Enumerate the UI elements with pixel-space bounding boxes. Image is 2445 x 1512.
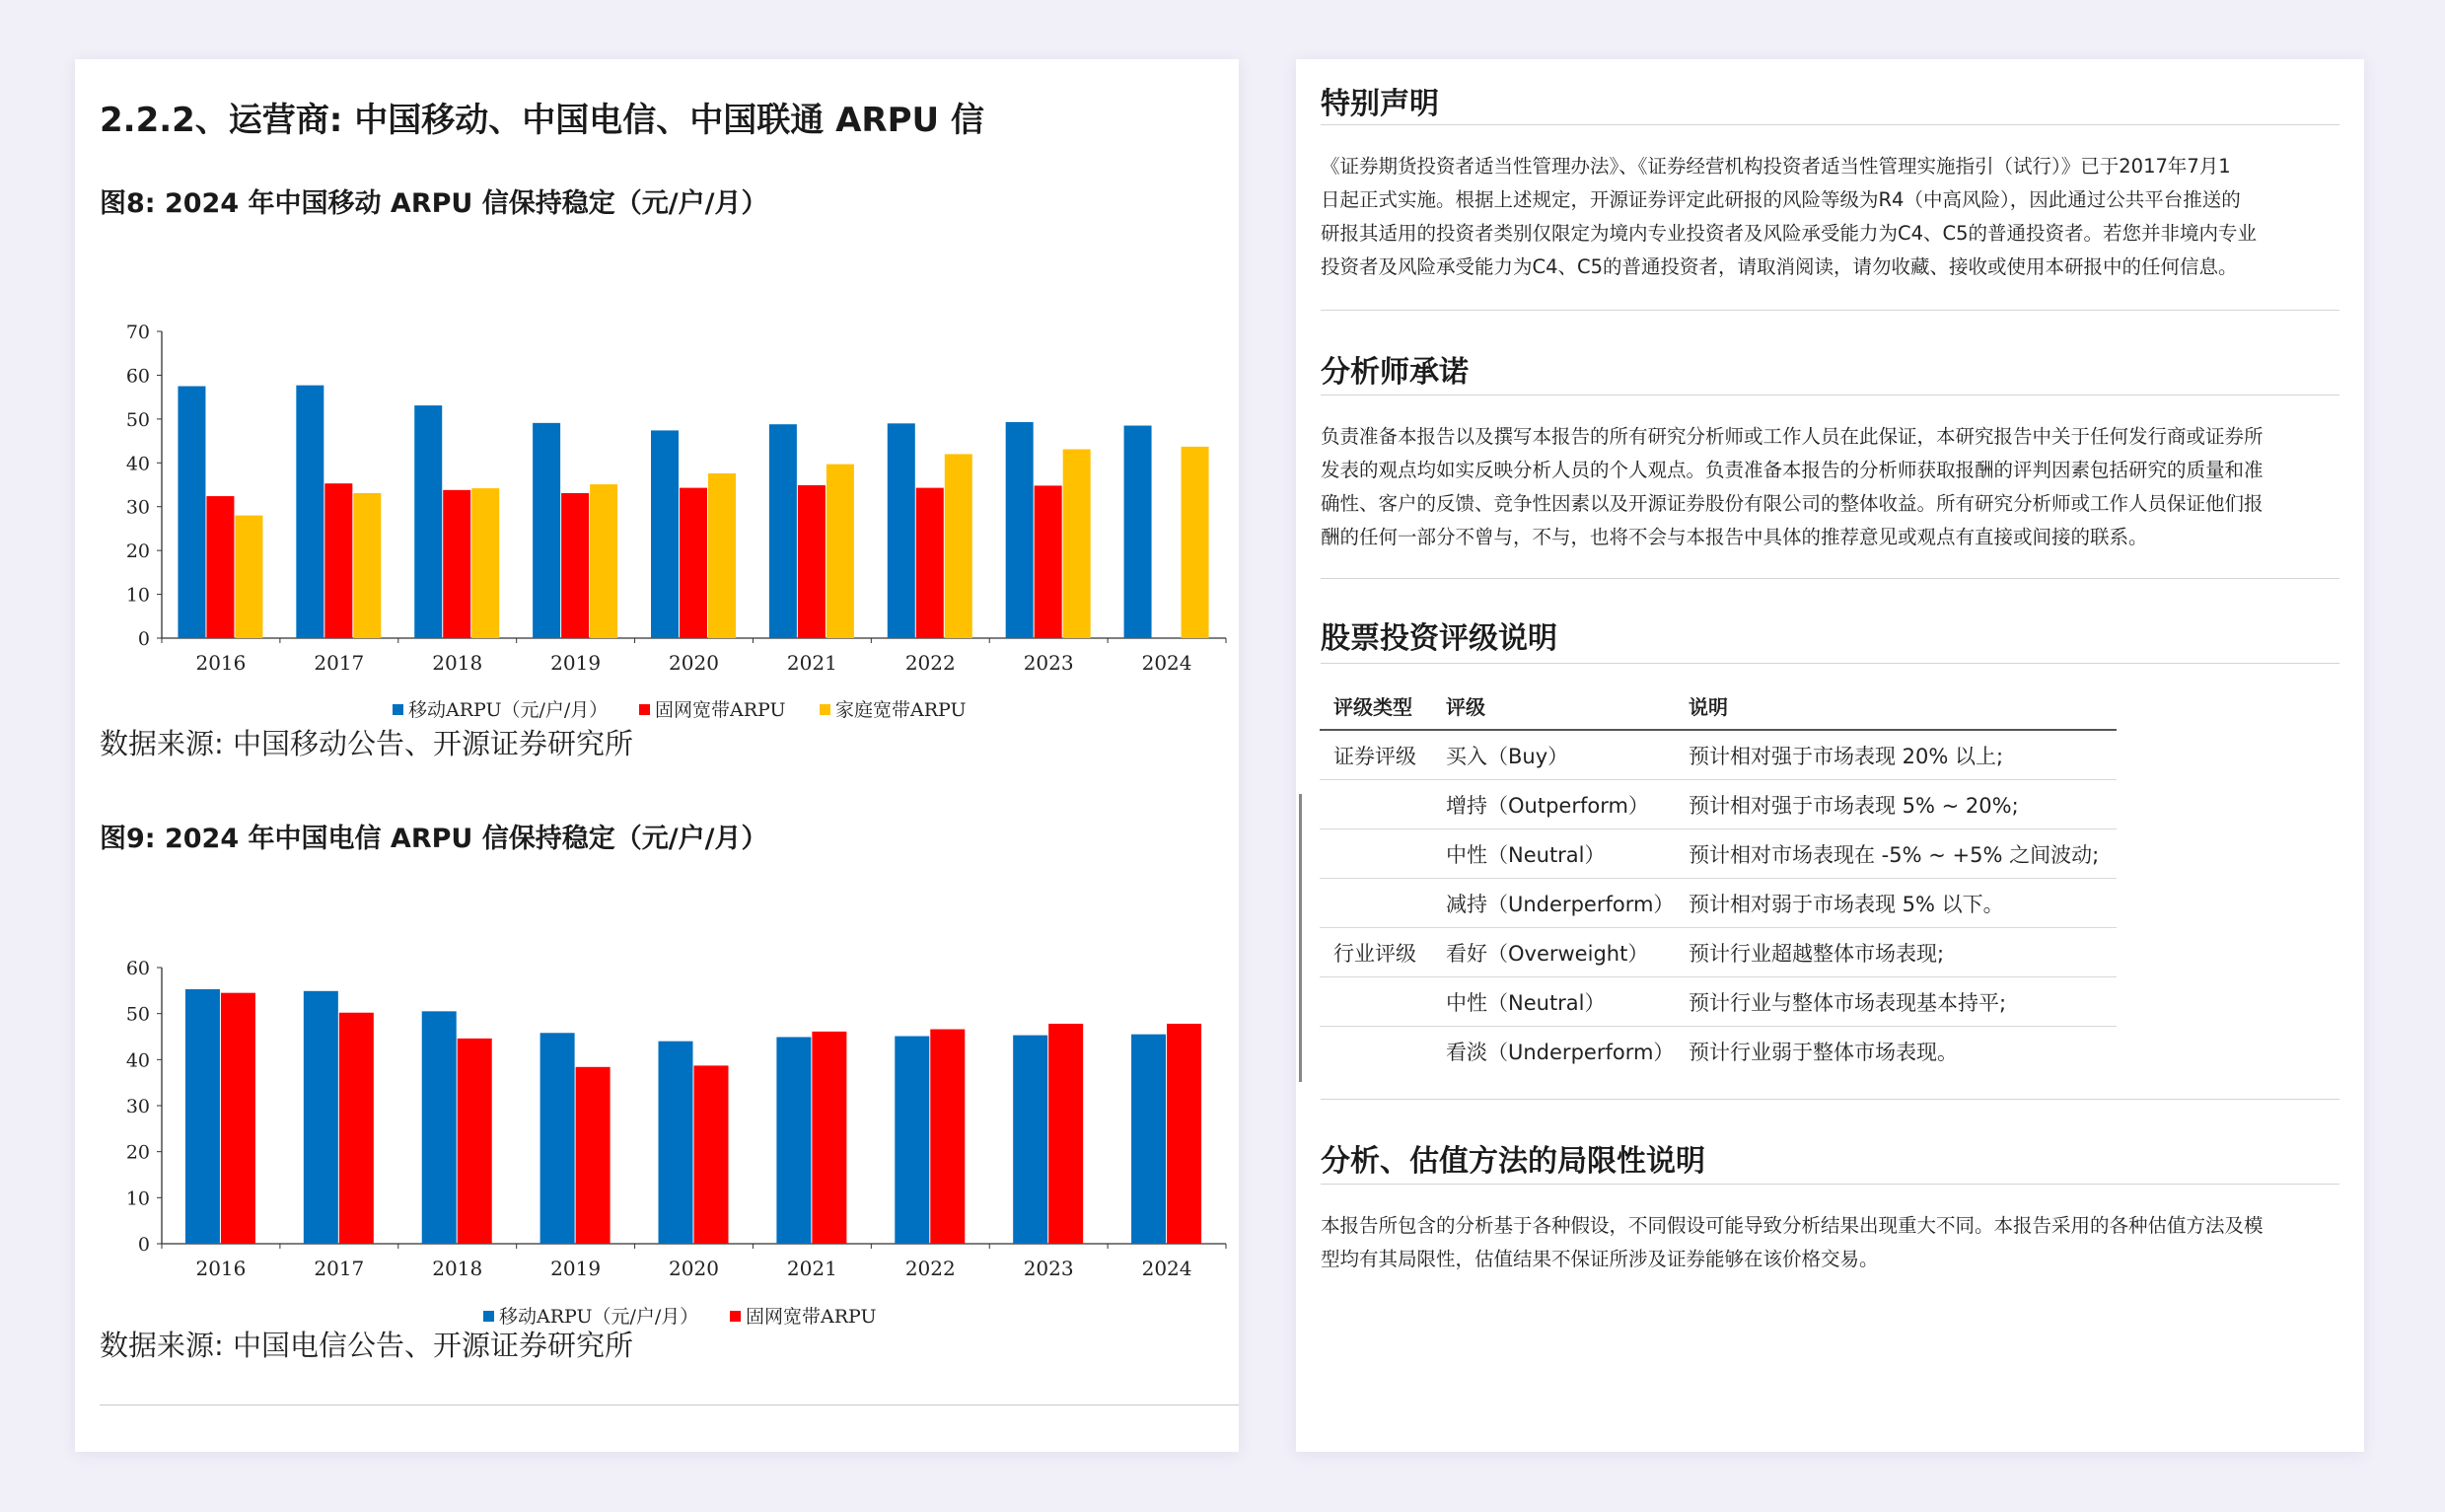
special-statement-text: 《证券期货投资者适当性管理办法》、《证券经营机构投资者适当性管理实施指引（试行）》已于2017年7月1 日起正式实施。根据上述规定，开源证券评定此研报的风险等级为R4（中高风险），因此通过公共平台推送的 研报其适用的投资者类别仅限定为境内专业投资者及风险承受能力为C4、C5的普通投资者。若您并非境内专业 投资者及风险承受能力为C4、C5的普通投资者，请取消阅读，请勿收藏、接收或使用本研报中的任何信息。 xyxy=(1321,155,2258,278)
bar-2021-s0 xyxy=(776,1037,811,1244)
legend-label: 移动ARPU（元/户/月） xyxy=(408,699,609,721)
bar-2019-s0 xyxy=(533,423,560,638)
bar-2018-s0 xyxy=(414,405,442,638)
x-tick-label: 2023 xyxy=(1023,1257,1074,1280)
bar-2019-s1 xyxy=(561,493,589,638)
figure9-title: 图9: 2024 年中国电信 ARPU 信保持稳定（元/户/月） xyxy=(100,824,768,854)
y-tick-label: 60 xyxy=(125,958,150,979)
legend-label: 固网宽带ARPU xyxy=(655,699,786,721)
y-tick-label: 20 xyxy=(125,540,150,563)
bar-2020-s2 xyxy=(708,473,736,638)
bar-2022-s0 xyxy=(895,1037,929,1244)
x-tick-label: 2023 xyxy=(1023,651,1074,675)
bar-2021-s2 xyxy=(827,465,854,638)
x-tick-label: 2024 xyxy=(1141,651,1192,675)
bar-2020-s0 xyxy=(659,1042,693,1244)
header-rating-type: 评级类型 xyxy=(1320,683,1432,730)
bar-2023-s1 xyxy=(1048,1024,1083,1244)
bar-2022-s1 xyxy=(916,488,944,638)
table-row: 中性（Neutral） 预计相对市场表现在 -5% ~ +5% 之间波动; xyxy=(1320,829,2117,879)
bar-2024-s1 xyxy=(1167,1024,1201,1244)
special-statement-title: 特别声明 xyxy=(1321,87,1439,121)
x-tick-label: 2022 xyxy=(904,651,956,675)
table-row: 行业评级 看好（Overweight） 预计行业超越整体市场表现; xyxy=(1320,928,2117,977)
bar-2022-s2 xyxy=(945,454,972,638)
bar-2016-s0 xyxy=(185,989,220,1244)
bar-2022-s1 xyxy=(930,1030,965,1244)
x-tick-label: 2019 xyxy=(550,651,602,675)
x-tick-label: 2019 xyxy=(550,1257,602,1280)
bar-2017-s0 xyxy=(296,386,324,638)
bar-2022-s0 xyxy=(888,423,915,638)
header-rating: 评级 xyxy=(1432,683,1675,730)
chart-china-mobile-arpu xyxy=(75,247,1239,769)
bar-2017-s1 xyxy=(339,1013,374,1244)
y-tick-label: 70 xyxy=(125,322,150,343)
table-row: 减持（Underperform） 预计相对弱于市场表现 5% 以下。 xyxy=(1320,879,2117,928)
report-page-left xyxy=(75,59,1239,1452)
x-tick-label: 2022 xyxy=(904,1257,956,1280)
divider xyxy=(1321,124,2339,125)
divider xyxy=(1321,1184,2339,1185)
figure8-title: 图8: 2024 年中国移动 ARPU 信保持稳定（元/户/月） xyxy=(100,188,768,219)
page-bottom-rule xyxy=(100,1404,1239,1405)
bar-2018-s2 xyxy=(471,488,499,638)
legend-label: 固网宽带ARPU xyxy=(746,1306,877,1328)
bar-2018-s1 xyxy=(458,1039,492,1244)
legend-swatch xyxy=(639,704,650,715)
x-tick-label: 2018 xyxy=(432,651,483,675)
x-tick-label: 2024 xyxy=(1141,1257,1192,1280)
table-row: 中性（Neutral） 预计行业与整体市场表现基本持平; xyxy=(1320,977,2117,1027)
x-tick-label: 2020 xyxy=(669,651,719,675)
legend-swatch xyxy=(820,704,830,715)
limitations-text: 本报告所包含的分析基于各种假设，不同假设可能导致分析结果出现重大不同。本报告采用的各种估值方法及模 型均有其局限性，估值结果不保证所涉及证券能够在该价格交易。 xyxy=(1321,1214,2264,1270)
bar-2018-s1 xyxy=(443,490,470,638)
figure9-source: 数据来源: 中国电信公告、开源证券研究所 xyxy=(100,1329,633,1362)
scroll-indicator[interactable] xyxy=(1299,794,1302,1082)
legend-swatch xyxy=(393,704,403,715)
divider xyxy=(1321,1099,2339,1100)
rating-title: 股票投资评级说明 xyxy=(1321,621,1557,656)
bar-2024-s0 xyxy=(1131,1035,1166,1244)
bar-2024-s2 xyxy=(1182,447,1209,638)
header-description: 说明 xyxy=(1675,683,2117,730)
x-tick-label: 2017 xyxy=(314,651,365,675)
divider xyxy=(1321,310,2339,311)
limitations-title: 分析、估值方法的局限性说明 xyxy=(1321,1144,1705,1179)
y-tick-label: 30 xyxy=(125,496,150,519)
divider xyxy=(1321,395,2339,396)
bar-2023-s0 xyxy=(1006,422,1034,638)
bar-2024-s0 xyxy=(1124,426,1152,638)
figure8-source: 数据来源: 中国移动公告、开源证券研究所 xyxy=(100,727,633,760)
x-tick-label: 2016 xyxy=(195,1257,247,1280)
table-row: 看淡（Underperform） 预计行业弱于整体市场表现。 xyxy=(1446,1040,1958,1064)
y-tick-label: 40 xyxy=(125,1049,150,1072)
y-tick-label: 0 xyxy=(137,1234,150,1256)
legend-label: 家庭宽带ARPU xyxy=(835,699,967,721)
rating-table-header xyxy=(1320,683,2117,730)
bar-2016-s2 xyxy=(235,516,262,638)
y-tick-label: 30 xyxy=(125,1096,150,1117)
bar-2018-s0 xyxy=(422,1011,457,1244)
bar-2016-s0 xyxy=(178,387,205,638)
chart-china-telecom-arpu xyxy=(75,886,1239,1349)
legend-label: 移动ARPU（元/户/月） xyxy=(499,1306,699,1328)
x-tick-label: 2020 xyxy=(669,1257,719,1280)
bar-2020-s1 xyxy=(694,1065,729,1244)
x-tick-label: 2017 xyxy=(314,1257,365,1280)
x-tick-label: 2021 xyxy=(786,1257,837,1280)
bar-2023-s0 xyxy=(1013,1036,1047,1244)
divider xyxy=(1321,663,2339,664)
legend-swatch xyxy=(483,1311,494,1322)
y-tick-label: 10 xyxy=(125,584,150,607)
bar-2021-s0 xyxy=(769,424,797,638)
bar-2023-s2 xyxy=(1063,450,1091,638)
bar-2019-s0 xyxy=(540,1033,575,1244)
divider xyxy=(1321,578,2339,579)
bar-2023-s1 xyxy=(1035,485,1062,638)
bar-2021-s1 xyxy=(798,485,826,638)
bar-2016-s1 xyxy=(206,496,234,638)
y-tick-label: 50 xyxy=(125,1003,150,1026)
table-row: 证券评级 买入（Buy） 预计相对强于市场表现 20% 以上; xyxy=(1320,730,2117,780)
x-tick-label: 2021 xyxy=(786,651,837,675)
bar-2017-s0 xyxy=(304,991,338,1244)
y-tick-label: 20 xyxy=(125,1141,150,1164)
analyst-commitment-text: 负责准备本报告以及撰写本报告的所有研究分析师或工作人员在此保证，本研究报告中关于任何发行商或证券所 发表的观点均如实反映分析人员的个人观点。负责准备本报告的分析师获取报酬的评判因素包括研究的质量和准 确性、客户的反馈、竞争性因素以及开源证券股份有限公司的整体收益。所有研究分析师或工作人员保证他们报 酬的任何一部分不曾与，不与，也将不会与本报告中具体的推荐意见或观点有直接或间接的联系。 xyxy=(1321,425,2264,548)
bar-2019-s2 xyxy=(590,484,617,638)
section-title: 2.2.2、运营商: 中国移动、中国电信、中国联通 ARPU 信 xyxy=(100,101,984,140)
legend-swatch xyxy=(730,1311,741,1322)
y-tick-label: 40 xyxy=(125,453,150,475)
table-row: 增持（Outperform） 预计相对强于市场表现 5% ~ 20%; xyxy=(1320,780,2117,829)
x-tick-label: 2018 xyxy=(432,1257,483,1280)
y-tick-label: 0 xyxy=(137,628,150,650)
y-tick-label: 60 xyxy=(125,365,150,388)
y-tick-label: 10 xyxy=(125,1188,150,1210)
rating-table xyxy=(1320,683,2117,1075)
bar-2020-s1 xyxy=(680,488,707,638)
bar-2017-s1 xyxy=(324,483,352,638)
y-tick-label: 50 xyxy=(125,408,150,431)
bar-2017-s2 xyxy=(353,493,381,638)
bar-2019-s1 xyxy=(576,1067,611,1244)
analyst-commitment-title: 分析师承诺 xyxy=(1321,355,1469,390)
bar-2020-s0 xyxy=(651,430,679,638)
bar-2021-s1 xyxy=(812,1032,846,1244)
x-tick-label: 2016 xyxy=(195,651,247,675)
bar-2016-s1 xyxy=(221,993,255,1244)
report-page-right xyxy=(1296,59,2364,1452)
